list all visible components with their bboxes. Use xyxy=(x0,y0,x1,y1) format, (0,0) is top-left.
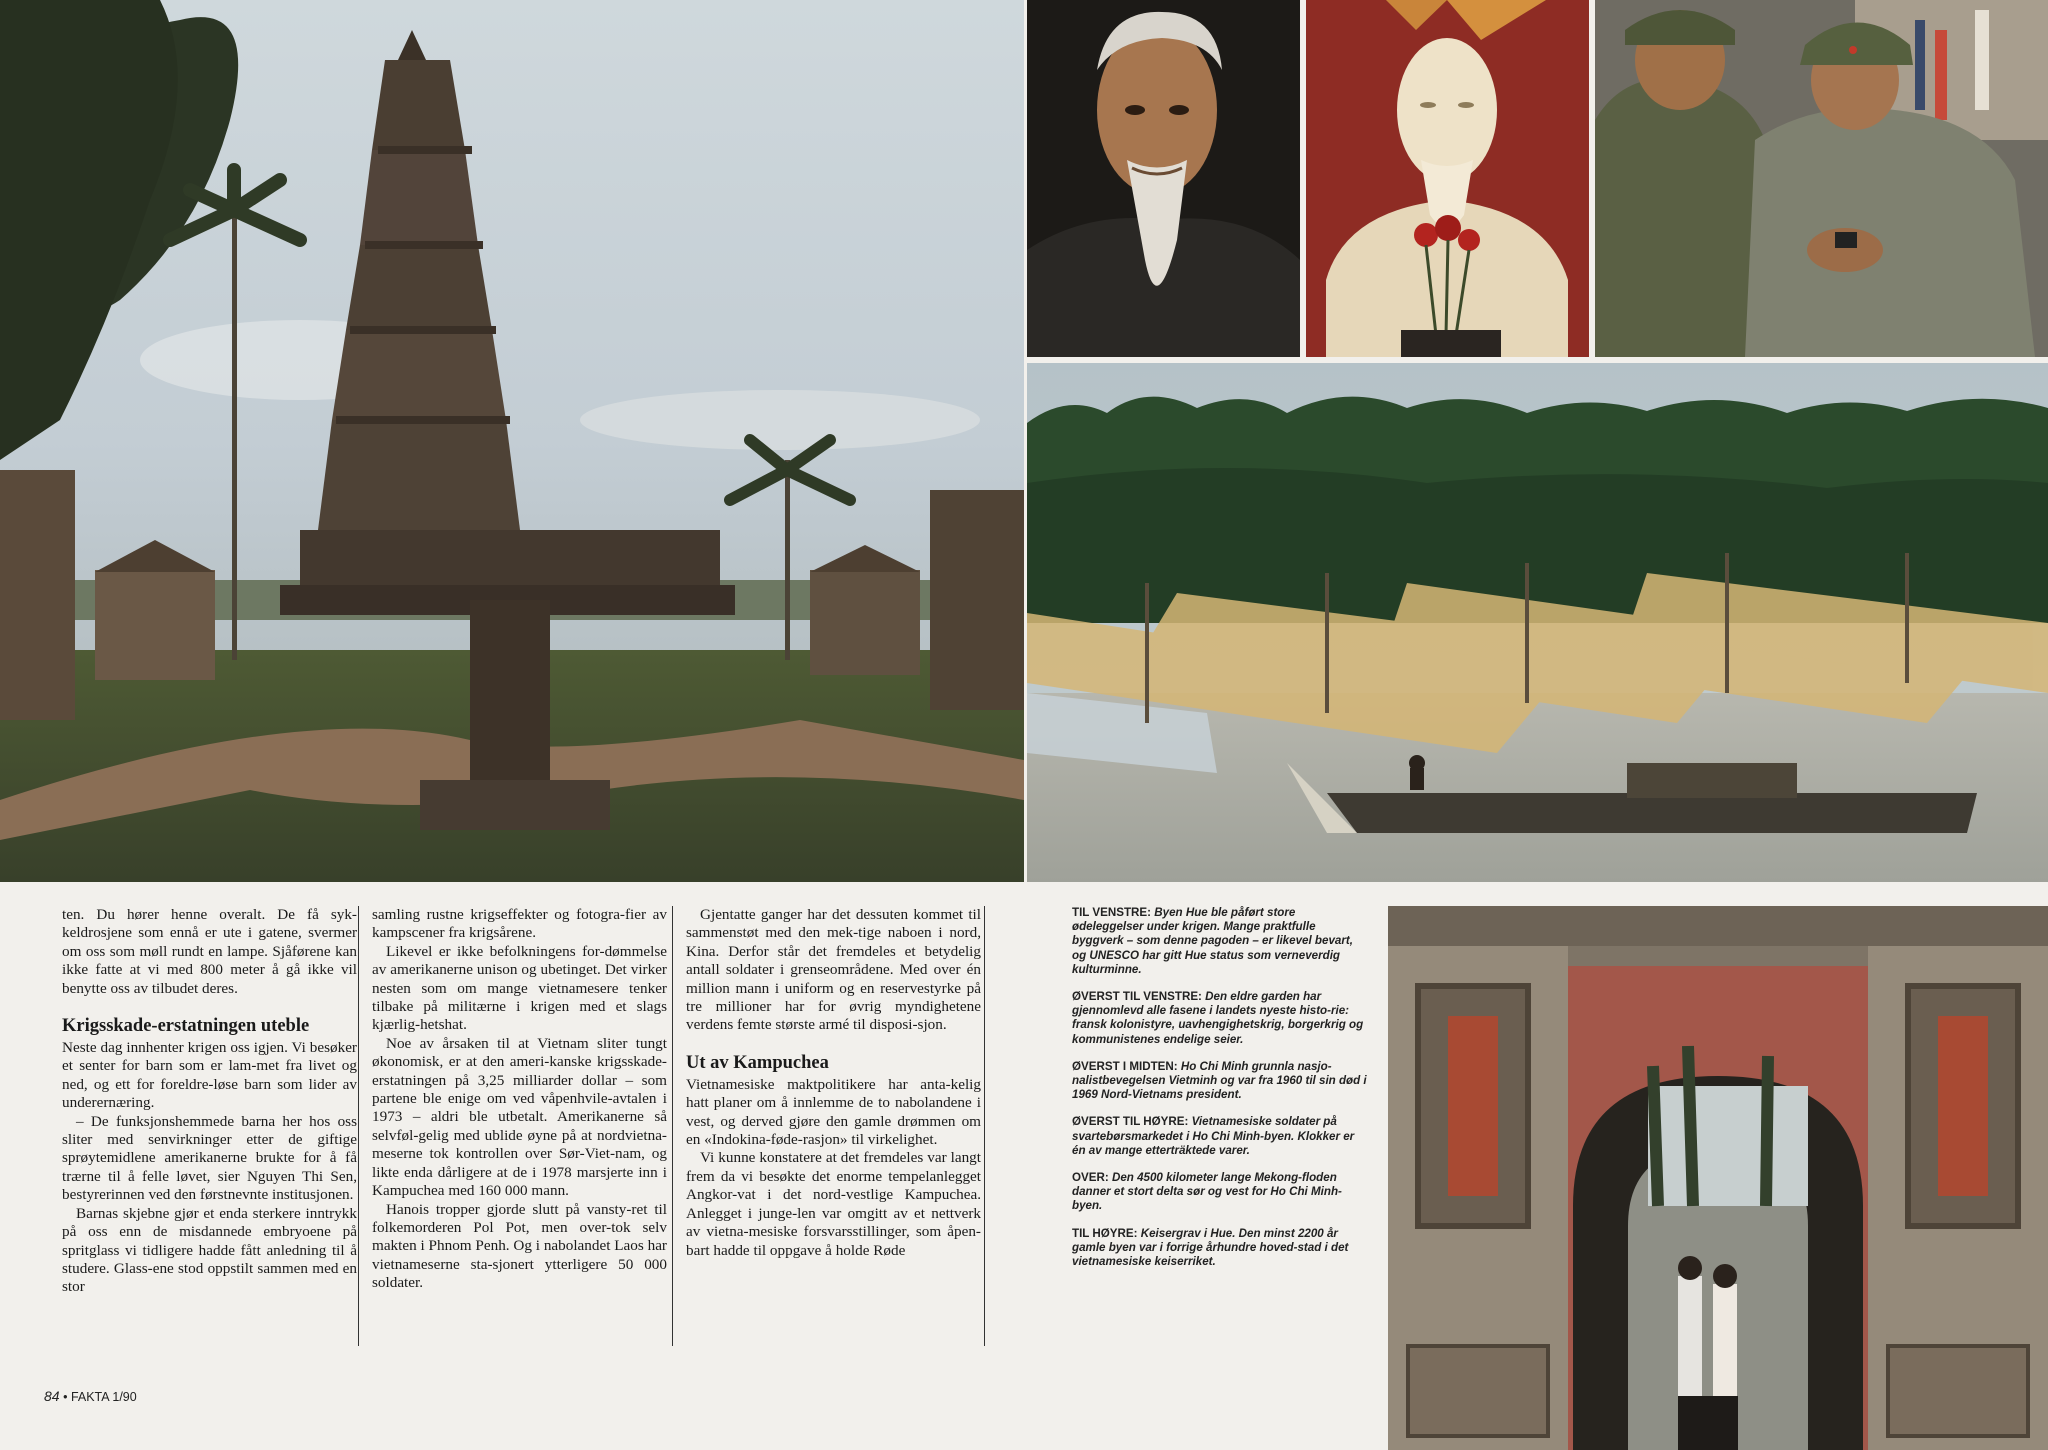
paragraph: Barnas skjebne gjør et enda sterkere inntrykk på oss enn de misdannede embryoene på spritglass vi tidligere hadde fått anledning til å studere. Glass-ene stod oppstilt sammen med en stor xyxy=(62,1204,357,1296)
folio-bullet: • xyxy=(63,1390,68,1404)
caption-text: Byen Hue ble påført store ødeleggelser under krigen. Mange praktfulle byggverk – som denne pagoden – er likevel bevart, og UNESCO har gitt Hue status som verneverdig kulturminne. xyxy=(1072,906,1353,976)
section-heading: Ut av Kampuchea xyxy=(686,1052,829,1073)
caption-label: TIL HØYRE: xyxy=(1072,1226,1138,1240)
caption xyxy=(1072,1060,1368,1103)
paragraph: Likevel er ikke befolkningens for-dømmelse av amerikanerne unison og ubetinget. Det virker nesten som om mange vietnamesere tenker tilbake på militærne i krigen med et slags kjærlig-hetshat. xyxy=(372,942,667,1034)
paragraph: Noe av årsaken til at Vietnam sliter tungt økonomisk, er at den ameri-kanske krigsskade-erstatningen på 3,25 milliarder dollar – som partene ble enige om ved våpenhvile-avtalen i 1973 – aldri ble utbetalt. Amerikanerne så selvføl-gelig med ublide øyne på at nordvietna-meserne tok kontrollen over Sør-Viet-nam, og likte enda dårligere at de i 1978 marsjerte inn i Kampuchea med 160 000 mann. xyxy=(372,1034,667,1200)
paragraph: Neste dag innhenter krigen oss igjen. Vi besøker et senter for barn som er lam-met fra livet og ned, og ett for foreldre-løse barn som lider av underernæring. xyxy=(62,1039,357,1112)
text-column-3 xyxy=(686,906,981,1260)
paragraph: Vi kunne konstatere at det fremdeles var langt frem da vi besøkte det enorme tempelanlegget Angkor-vat i det nord-vestlige Kampuchea. Anlegget i junge-len var omgitt av et nettverk av vietna-mesiske forsvarsstillinger, som åpen-bart hadde til oppgave å holde Røde xyxy=(686,1149,981,1259)
caption-label: ØVERST I MIDTEN: xyxy=(1072,1059,1178,1073)
caption-label: ØVERST TIL HØYRE: xyxy=(1072,1115,1189,1129)
caption-label: OVER: xyxy=(1072,1171,1109,1185)
photo-captions xyxy=(1072,906,1368,1282)
column-divider xyxy=(358,906,359,1346)
caption-text: Den eldre garden har gjennomlevd alle fasene i landets nyeste histo-rie: fransk kolonistyre, uavhengighetskrig, borgerkrig og kommunistenes endelige seier. xyxy=(1072,990,1364,1046)
soldiers-photo xyxy=(1595,0,2048,357)
caption xyxy=(1072,990,1368,1047)
page-number: 84 xyxy=(44,1388,60,1404)
magazine-issue: FAKTA 1/90 xyxy=(70,1390,137,1404)
bust-photo xyxy=(1306,0,1589,357)
caption xyxy=(1072,1171,1368,1214)
caption-text: Den 4500 kilometer lange Mekong-floden danner et stort delta sør og vest for Ho Chi Minh-byen. xyxy=(1072,1171,1342,1213)
caption xyxy=(1072,906,1368,977)
paragraph: Vietnamesiske maktpolitikere har anta-kelig hatt planer om å innlemme de to nabolandene i vest, og derved gjøre den gamle drømmen om en «Indokina-føde-rasjon» til virkelighet. xyxy=(686,1075,981,1149)
mekong-photo xyxy=(1027,363,2048,882)
caption-label: ØVERST TIL VENSTRE: xyxy=(1072,990,1202,1004)
page-folio xyxy=(44,1388,137,1404)
column-divider xyxy=(984,906,985,1346)
caption-text: Ho Chi Minh grunnla nasjo-nalistbevegelsen Vietminh og var fra 1960 til sin død i 1969 Nord-Vietnams president. xyxy=(1072,1059,1367,1102)
pagoda-photo xyxy=(0,0,1024,882)
caption xyxy=(1072,1227,1368,1270)
paragraph: – De funksjonshemmede barna her hos oss sliter med senvirkninger etter de giftige sprøytemidlene amerikanerne brukte for å få trærne til å felle løvet, sier Nguyen Thi Sen, bestyrerinnen ved den førstnevnte institusjonen. xyxy=(62,1112,357,1204)
section-heading: Krigsskade-erstatningen uteble xyxy=(62,1016,310,1037)
text-column-1 xyxy=(62,906,357,1297)
caption-text: Vietnamesiske soldater på svartebørsmarkedet i Ho Chi Minh-byen. Klokker er én av mange etterträktede varer. xyxy=(1072,1115,1355,1157)
caption-label: TIL VENSTRE: xyxy=(1072,906,1152,919)
paragraph: samling rustne krigseffekter og fotogra-fier av kampscener fra krigsårene. xyxy=(372,906,667,942)
paragraph: ten. Du hører henne overalt. De få syk-keldrosjene som ennå er ute i gatene, svermer om oss som møll rundt en lampe. Sjåførene kan ikke fatte at vi med 800 meter å gå ikke vil benytte oss av tilbudet deres. xyxy=(62,906,357,997)
caption xyxy=(1072,1115,1368,1158)
text-column-2 xyxy=(372,906,667,1293)
paragraph: Gjentatte ganger har det dessuten kommet til sammenstøt med den mek-tige naboen i nord, Kina. Derfor står det fremdeles et betydelig antall soldater i grenseområdene. Med over én million mann i uniform og en reservestyrke på tre millioner har for øvrig myndighetene verdens femte største armé til disposi-sjon. xyxy=(686,906,981,1034)
old-man-photo xyxy=(1027,0,1300,357)
caption-text: Keisergrav i Hue. Den minst 2200 år gamle byen var i forrige århundre hoved-stad i det vietnamesiske keiserriket. xyxy=(1072,1226,1349,1269)
paragraph: Hanois tropper gjorde slutt på vansty-ret til folkemorderen Pol Pot, men over-tok selv makten i Phnom Penh. Og i nabolandet Laos har vietnameserne sta-sjonert ytterligere 50 000 soldater. xyxy=(372,1200,667,1292)
tomb-photo xyxy=(1388,906,2048,1450)
column-divider xyxy=(672,906,673,1346)
